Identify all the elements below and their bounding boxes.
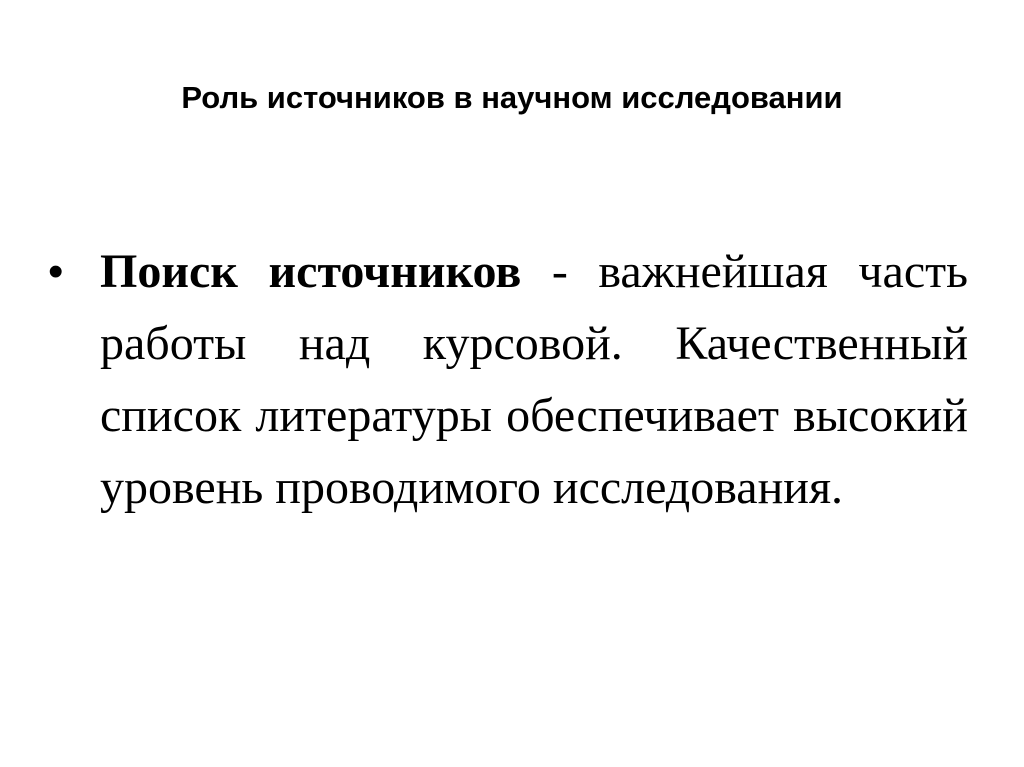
- slide-title: Роль источников в научном исследовании: [181, 80, 843, 115]
- bullet-text: [100, 236, 968, 524]
- bullet-body: - важнейшая часть работы над курсовой. Качественный список литературы обеспечивает высокий уровень проводимого исследования.: [100, 245, 968, 514]
- bullet-marker: •: [48, 247, 64, 296]
- bullet-term: Поиск источников: [100, 245, 522, 298]
- bullet-list: [48, 236, 968, 524]
- bullet-item: [48, 236, 968, 524]
